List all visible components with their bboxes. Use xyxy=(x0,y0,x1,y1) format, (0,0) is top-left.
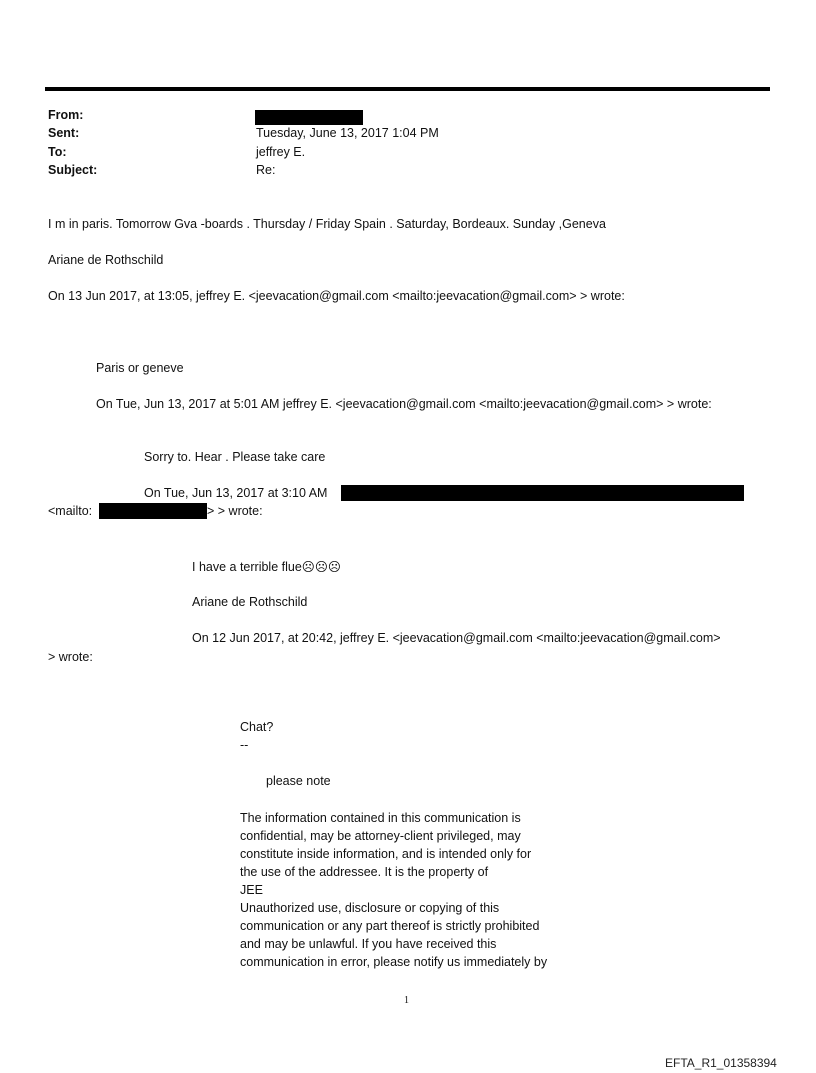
reply-text: Paris or geneve xyxy=(96,361,184,375)
signature-separator: -- xyxy=(240,738,249,752)
to-value: jeffrey E. xyxy=(256,145,306,159)
wrote-suffix: > wrote: xyxy=(48,650,93,664)
sender-redaction xyxy=(341,485,744,501)
quote-intro: On 12 Jun 2017, at 20:42, jeffrey E. <jeevacation@gmail.com <mailto:jeevacation@gmail.com> xyxy=(192,631,721,645)
mailto-prefix: <mailto: xyxy=(48,504,93,518)
disclaimer-line: the use of the addressee. It is the property of xyxy=(240,865,489,879)
from-label: From: xyxy=(48,108,84,122)
wrote-suffix: > > wrote: xyxy=(207,504,263,518)
from-redaction xyxy=(255,110,363,125)
disclaimer-line: JEE xyxy=(240,883,263,897)
quote-intro: On 13 Jun 2017, at 13:05, jeffrey E. <jeevacation@gmail.com <mailto:jeevacation@gmail.com> > wrote: xyxy=(48,289,625,303)
mailto-redaction xyxy=(99,503,207,519)
disclaimer-line: The information contained in this communication is xyxy=(240,811,521,825)
disclaimer-line: confidential, may be attorney-client privileged, may xyxy=(240,829,521,843)
document-id: EFTA_R1_01358394 xyxy=(665,1056,777,1070)
to-label: To: xyxy=(48,145,67,159)
disclaimer-line: and may be unlawful. If you have received this xyxy=(240,937,497,951)
disclaimer-line: communication or any part thereof is strictly prohibited xyxy=(240,919,540,933)
header-rule xyxy=(45,87,770,91)
signature: Ariane de Rothschild xyxy=(192,595,308,609)
disclaimer xyxy=(240,809,600,971)
subject-value: Re: xyxy=(256,163,276,177)
disclaimer-line: Unauthorized use, disclosure or copying of this xyxy=(240,901,500,915)
disclaimer-line: communication in error, please notify us immediately by xyxy=(240,955,548,969)
message-body-line: I m in paris. Tomorrow Gva -boards . Thursday / Friday Spain . Saturday, Bordeaux. Sunday ,Geneva xyxy=(48,217,606,231)
disclaimer-line: constitute inside information, and is intended only for xyxy=(240,847,532,861)
quote-intro: On Tue, Jun 13, 2017 at 3:10 AM xyxy=(144,486,328,500)
sent-label: Sent: xyxy=(48,126,80,140)
sent-value: Tuesday, June 13, 2017 1:04 PM xyxy=(256,126,439,140)
page-number: 1 xyxy=(404,995,409,1006)
reply-text: I have a terrible flue☹☹☹ xyxy=(192,560,341,574)
subject-label: Subject: xyxy=(48,163,98,177)
quote-intro: On Tue, Jun 13, 2017 at 5:01 AM jeffrey E. <jeevacation@gmail.com <mailto:jeevacation@gmail.com> > wrote: xyxy=(96,397,712,411)
signature: Ariane de Rothschild xyxy=(48,253,164,267)
please-note: please note xyxy=(266,774,331,788)
chat-text: Chat? xyxy=(240,720,274,734)
reply-text: Sorry to. Hear . Please take care xyxy=(144,450,326,464)
